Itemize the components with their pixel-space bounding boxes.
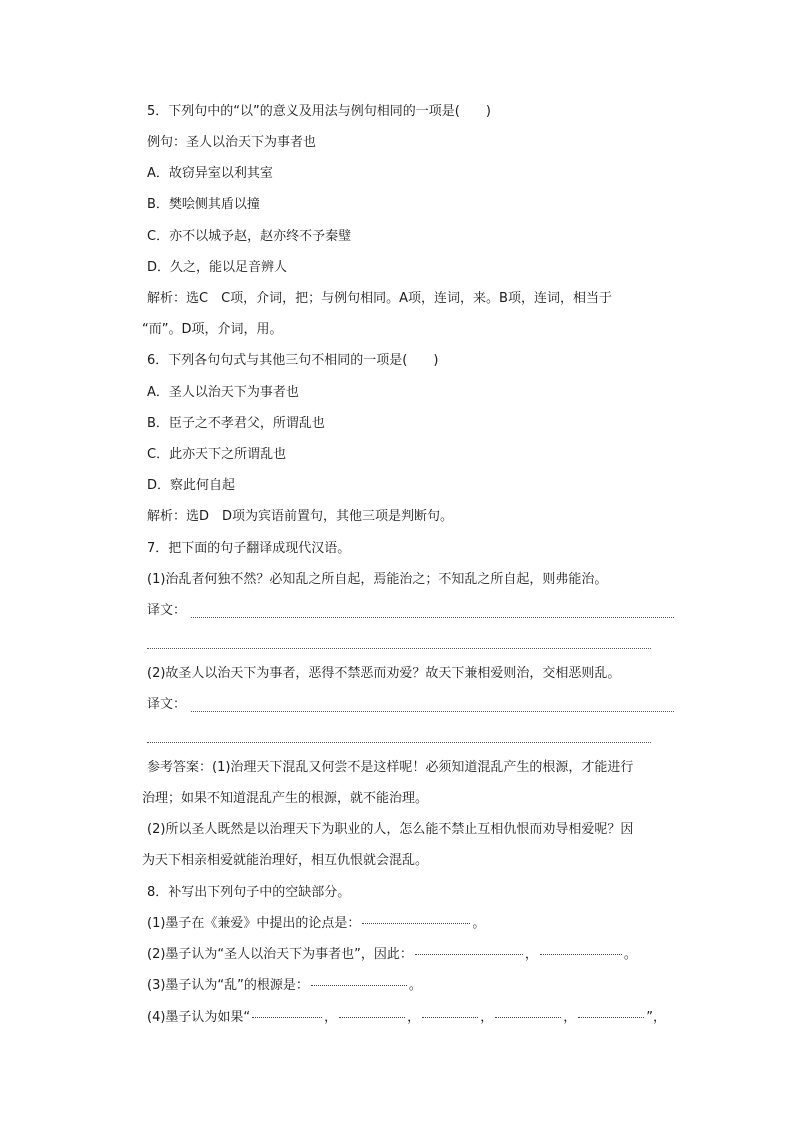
item-2-separator: ， <box>524 947 538 962</box>
fill-blank-4a[interactable] <box>252 1016 322 1018</box>
question-8-item-4 <box>147 1009 666 1027</box>
item-4-comma-2: ， <box>407 1010 421 1025</box>
reference-answer-line-2: 治理；如果不知道混乱产生的根源，就不能治理。 <box>142 791 429 806</box>
question-5-example: 例句：圣人以治天下为事者也 <box>147 135 317 150</box>
item-1-prefix: (1)墨子在《兼爱》中提出的论点是： <box>147 916 361 931</box>
question-6-option-d: D．察此何自起 <box>147 478 236 493</box>
question-6-analysis: 解析：选D D项为宾语前置句，其他三项是判断句。 <box>147 509 454 524</box>
fill-blank-4d[interactable] <box>495 1016 561 1018</box>
item-2-suffix: 。 <box>623 947 637 962</box>
item-2-prefix: (2)墨子认为“圣人以治天下为事者也”，因此： <box>147 947 413 962</box>
question-6-stem: 6．下列各句句式与其他三句不相同的一项是( ) <box>147 353 439 368</box>
reference-answer-line-1: 参考答案：(1)治理天下混乱又何尝不是这样呢！必须知道混乱产生的根源，才能进行 <box>147 760 634 775</box>
question-5-stem: 5．下列句中的“以”的意义及用法与例句相同的一项是( ) <box>147 104 491 119</box>
fill-blank-3[interactable] <box>311 984 407 986</box>
question-7-sentence-1: (1)治乱者何独不然？必知乱之所自起，焉能治之；不知乱之所自起，则弗能治。 <box>147 572 608 587</box>
fill-blank-2a[interactable] <box>415 953 523 955</box>
fill-blank-4e[interactable] <box>578 1016 644 1018</box>
question-7-stem: 7．把下面的句子翻译成现代汉语。 <box>147 541 351 556</box>
translation-answer-line-1a[interactable] <box>191 617 674 618</box>
translation-answer-line-1b[interactable] <box>147 648 651 649</box>
reference-answer-line-3: (2)所以圣人既然是以治理天下为职业的人，怎么能不禁止互相仇恨而劝导相爱呢？因 <box>147 822 634 837</box>
translation-answer-line-2b[interactable] <box>147 742 651 743</box>
fill-blank-4b[interactable] <box>339 1016 405 1018</box>
question-8-item-2 <box>147 946 637 964</box>
question-5-option-b: B．樊哙侧其盾以撞 <box>147 197 260 212</box>
item-3-suffix: 。 <box>408 978 422 993</box>
item-4-comma-1: ， <box>324 1010 338 1025</box>
question-7-sentence-2: (2)故圣人以治天下为事者，恶得不禁恶而劝爱？故天下兼相爱则治，交相恶则乱。 <box>147 666 621 681</box>
question-8-stem: 8．补写出下列句子中的空缺部分。 <box>147 885 351 900</box>
question-5-option-c: C．亦不以城予赵，赵亦终不予秦璧 <box>147 229 352 244</box>
question-5-option-a: A．故窃异室以利其室 <box>147 166 273 181</box>
fill-blank-1[interactable] <box>362 922 470 924</box>
question-5-analysis-line-1: 解析：选C C项，介词，把；与例句相同。A项，连词，来。B项，连词，相当于 <box>147 291 612 306</box>
item-4-suffix: ”， <box>646 1010 666 1025</box>
item-4-comma-4: ， <box>563 1010 577 1025</box>
question-8-item-3 <box>147 977 422 995</box>
question-5-analysis-line-2: “而”。D项，介词，用。 <box>142 322 283 337</box>
question-8-item-1 <box>147 915 485 933</box>
item-3-prefix: (3)墨子认为“乱”的根源是： <box>147 978 309 993</box>
question-6-option-c: C．此亦天下之所谓乱也 <box>147 447 287 462</box>
translation-answer-line-2a[interactable] <box>191 711 674 712</box>
item-4-comma-3: ， <box>480 1010 494 1025</box>
item-1-suffix: 。 <box>472 916 486 931</box>
item-4-prefix: (4)墨子认为如果“ <box>147 1010 251 1025</box>
translation-label-2: 译文： <box>147 697 187 712</box>
fill-blank-4c[interactable] <box>422 1016 478 1018</box>
question-6-option-a: A．圣人以治天下为事者也 <box>147 385 299 400</box>
question-5-option-d: D．久之，能以足音辨人 <box>147 260 288 275</box>
question-6-option-b: B．臣子之不孝君父，所谓乱也 <box>147 416 325 431</box>
fill-blank-2b[interactable] <box>540 953 622 955</box>
translation-label-1: 译文： <box>147 603 187 618</box>
reference-answer-line-4: 为天下相亲相爱就能治理好，相互仇恨就会混乱。 <box>142 853 429 868</box>
